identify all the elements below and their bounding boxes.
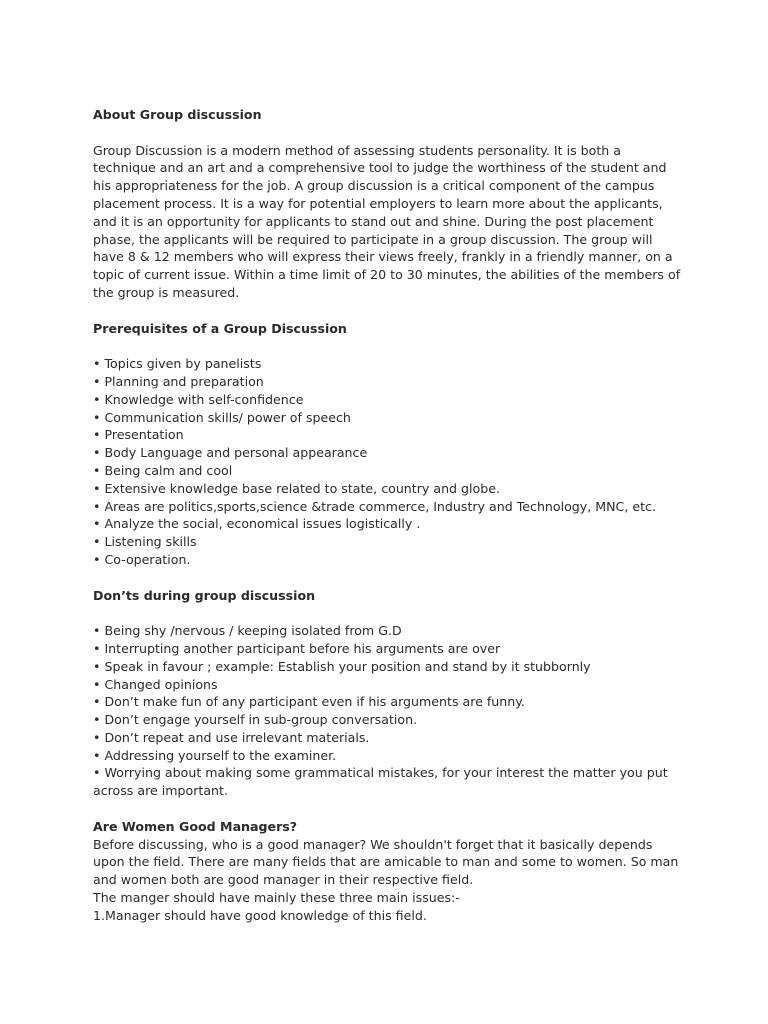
list-item-text: Knowledge with self-confidence xyxy=(104,391,304,407)
bullet-icon: • xyxy=(93,516,101,532)
dont-item xyxy=(93,658,683,676)
bullet-icon: • xyxy=(93,373,101,389)
prerequisite-item xyxy=(93,391,683,409)
spacer xyxy=(93,800,683,818)
section-heading-about-group-discussion: About Group discussion xyxy=(93,107,262,122)
bullet-icon: • xyxy=(93,409,101,425)
spacer xyxy=(93,302,683,320)
spacer xyxy=(93,124,683,142)
list-item-text: Co-operation. xyxy=(104,551,191,567)
dont-item xyxy=(93,747,683,765)
list-item-text: Worrying about making some grammatical mistakes, for your interest the matter you put across are important. xyxy=(93,765,668,799)
bullet-icon: • xyxy=(93,445,101,461)
bullet-icon: • xyxy=(93,462,101,478)
dont-item xyxy=(93,693,683,711)
section-heading-donts: Don’ts during group discussion xyxy=(93,587,316,603)
list-item-text: Extensive knowledge base related to state, country and globe. xyxy=(104,480,500,496)
list-item-text: Changed opinions xyxy=(104,676,218,692)
spacer xyxy=(93,604,683,622)
prerequisite-item xyxy=(93,409,683,427)
bullet-icon: • xyxy=(93,427,101,443)
list-item-text: Speak in favour ; example: Establish your position and stand by it stubbornly xyxy=(104,658,591,674)
prerequisite-item xyxy=(93,515,683,533)
manager-knowledge-line: 1.Manager should have good knowledge of this field. xyxy=(93,907,427,923)
list-item-text: Planning and preparation xyxy=(104,373,264,389)
bullet-icon: • xyxy=(93,712,101,728)
bullet-icon: • xyxy=(93,658,101,674)
manager-issues-line: The manger should have mainly these three main issues:- xyxy=(93,890,460,906)
donts-list xyxy=(93,622,683,800)
prerequisite-item xyxy=(93,355,683,373)
bullet-icon: • xyxy=(93,551,101,567)
about-paragraph: Group Discussion is a modern method of assessing students personality. It is both a technique and an art and a comprehensive tool to judge the worthiness of the student and his appropriateness for the job. A group discussion is a critical component of the campus placement process. It is a way for potential employers to learn more about the applicants, and it is an opportunity for applicants to stand out and shine. During the post placement phase, the applicants will be required to participate in a group discussion. The group will have 8 & 12 members who will express their views freely, frankly in a friendly manner, on a topic of current issue. Within a time limit of 20 to 30 minutes, the abilities of the members of the group is measured. xyxy=(93,142,681,300)
dont-item xyxy=(93,729,683,747)
prerequisite-item xyxy=(93,373,683,391)
list-item-text: Don’t engage yourself in sub-group conversation. xyxy=(104,712,418,728)
prerequisite-item xyxy=(93,533,683,551)
list-item-text: Addressing yourself to the examiner. xyxy=(104,747,337,763)
spacer xyxy=(93,569,683,587)
dont-item xyxy=(93,640,683,658)
list-item-text: Body Language and personal appearance xyxy=(104,445,368,461)
bullet-icon: • xyxy=(93,640,101,656)
bullet-icon: • xyxy=(93,765,101,781)
dont-item xyxy=(93,676,683,694)
prerequisite-item xyxy=(93,480,683,498)
bullet-icon: • xyxy=(93,534,101,550)
list-item-text: Don’t make fun of any participant even if his arguments are funny. xyxy=(104,694,525,710)
bullet-icon: • xyxy=(93,676,101,692)
document-page xyxy=(93,106,683,925)
prerequisite-item xyxy=(93,426,683,444)
bullet-icon: • xyxy=(93,480,101,496)
bullet-icon: • xyxy=(93,391,101,407)
list-item-text: Areas are politics,sports,science &trade commerce, Industry and Technology, MNC, etc. xyxy=(104,498,656,514)
prerequisite-item xyxy=(93,462,683,480)
dont-item xyxy=(93,711,683,729)
list-item-text: Listening skills xyxy=(104,534,197,550)
list-item-text: Don’t repeat and use irrelevant materials. xyxy=(104,729,370,745)
list-item-text: Interrupting another participant before his arguments are over xyxy=(104,640,501,656)
bullet-icon: • xyxy=(93,623,101,639)
bullet-icon: • xyxy=(93,747,101,763)
spacer xyxy=(93,337,683,355)
bullet-icon: • xyxy=(93,694,101,710)
list-item-text: Presentation xyxy=(104,427,184,443)
prerequisites-list xyxy=(93,355,683,569)
bullet-icon: • xyxy=(93,498,101,514)
section-heading-prerequisites: Prerequisites of a Group Discussion xyxy=(93,320,347,336)
list-item-text: Communication skills/ power of speech xyxy=(104,409,351,425)
list-item-text: Being calm and cool xyxy=(104,462,233,478)
bullet-icon: • xyxy=(93,729,101,745)
list-item-text: Analyze the social, economical issues logistically . xyxy=(104,516,421,532)
prerequisite-item xyxy=(93,444,683,462)
list-item-text: Being shy /nervous / keeping isolated from G.D xyxy=(104,623,402,639)
prerequisite-item xyxy=(93,498,683,516)
dont-item xyxy=(93,622,683,640)
section-heading-women-managers: Are Women Good Managers? xyxy=(93,818,298,834)
prerequisite-item xyxy=(93,551,683,569)
list-item-text: Topics given by panelists xyxy=(104,356,262,372)
bullet-icon: • xyxy=(93,356,101,372)
dont-item xyxy=(93,764,683,800)
women-managers-paragraph: Before discussing, who is a good manager? We shouldn't forget that it basically depends upon the field. There are many fields that are amicable to man and some to women. So man and women both are good manager in their respective field. xyxy=(93,836,679,888)
